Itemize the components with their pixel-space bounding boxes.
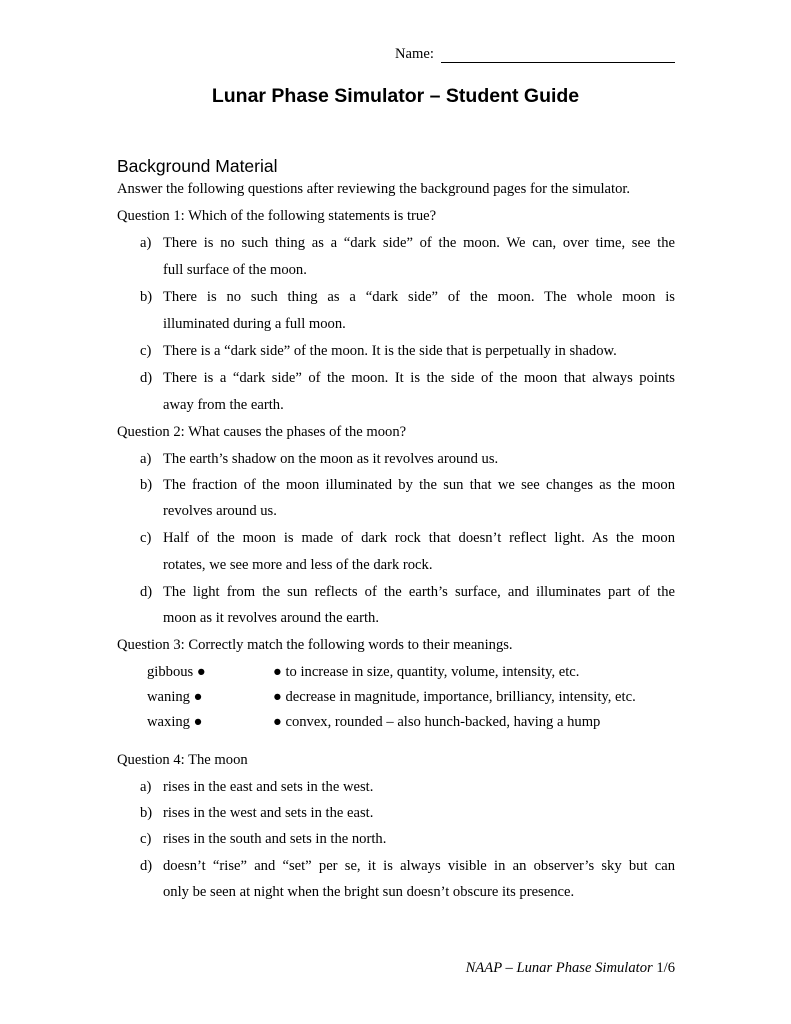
question-1-prompt: Question 1: Which of the following statements is true? [117,208,437,224]
q2-option-d-line-2: moon as it revolves around the earth. [163,610,380,626]
page-footer [466,960,675,977]
q4-option-a-letter: a) [140,779,152,795]
question-4-prompt: Question 4: The moon [117,752,248,768]
q2-option-a-line-1: The earth’s shadow on the moon as it revolves around us. [163,451,499,467]
q4-option-b-line-1: rises in the west and sets in the east. [163,805,374,821]
q1-option-b-line-2: illuminated during a full moon. [163,316,346,332]
q4-option-d-line-2: only be seen at night when the bright sun doesn’t obscure its presence. [163,884,575,900]
q1-option-c-line-1: There is a “dark side” of the moon. It is the side that is perpetually in shadow. [163,343,617,359]
q2-option-d-letter: d) [140,584,153,600]
q1-option-a-line-2: full surface of the moon. [163,262,307,278]
q1-option-c-letter: c) [140,343,152,359]
match-word-waxing[interactable]: waxing ● [147,714,203,730]
name-label: Name: [395,46,434,62]
match-word-waning[interactable]: waning ● [147,689,203,705]
q4-option-d-line-1: doesn’t “rise” and “set” per se, it is always visible in an observer’s sky but can [163,858,675,874]
q2-option-a-letter: a) [140,451,152,467]
q2-option-b-line-1: The fraction of the moon illuminated by the sun that we see changes as the moon [163,477,675,493]
q4-option-b-letter: b) [140,805,153,821]
q2-option-c-line-2: rotates, we see more and less of the dark rock. [163,557,433,573]
q1-option-d-line-2: away from the earth. [163,397,284,413]
q4-option-c-line-1: rises in the south and sets in the north. [163,831,387,847]
q4-option-a-line-1: rises in the east and sets in the west. [163,779,374,795]
match-meaning-3[interactable]: ● convex, rounded – also hunch-backed, having a hump [273,714,601,730]
match-meaning-2[interactable]: ● decrease in magnitude, importance, brilliancy, intensity, etc. [273,689,636,705]
name-field-line [441,62,675,63]
q2-option-b-letter: b) [140,477,153,493]
question-2-prompt: Question 2: What causes the phases of the moon? [117,424,407,440]
q1-option-b-line-1: There is no such thing as a “dark side” of the moon. The whole moon is [163,289,675,305]
page-title: Lunar Phase Simulator – Student Guide [211,85,580,107]
q1-option-d-line-1: There is a “dark side” of the moon. It is the side of the moon that always points [163,370,675,386]
intro-text: Answer the following questions after reviewing the background pages for the simulator. [117,181,631,197]
q2-option-d-line-1: The light from the sun reflects of the earth’s surface, and illuminates part of the [163,584,675,600]
match-word-gibbous[interactable]: gibbous ● [147,664,206,680]
section-heading: Background Material [117,156,278,176]
q1-option-a-line-1: There is no such thing as a “dark side” of the moon. We can, over time, see the [163,235,675,251]
question-3-prompt: Question 3: Correctly match the following words to their meanings. [117,637,513,653]
q1-option-b-letter: b) [140,289,153,305]
footer-label: NAAP – Lunar Phase Simulator [465,960,653,976]
q1-option-d-letter: d) [140,370,153,386]
q1-option-a-letter: a) [140,235,152,251]
q2-option-b-line-2: revolves around us. [163,503,277,519]
q2-option-c-line-1: Half of the moon is made of dark rock that doesn’t reflect light. As the moon [163,530,675,546]
q4-option-d-letter: d) [140,858,153,874]
match-meaning-1[interactable]: ● to increase in size, quantity, volume, intensity, etc. [273,664,580,680]
page-number: 1/6 [656,960,675,976]
q2-option-c-letter: c) [140,530,152,546]
q4-option-c-letter: c) [140,831,152,847]
